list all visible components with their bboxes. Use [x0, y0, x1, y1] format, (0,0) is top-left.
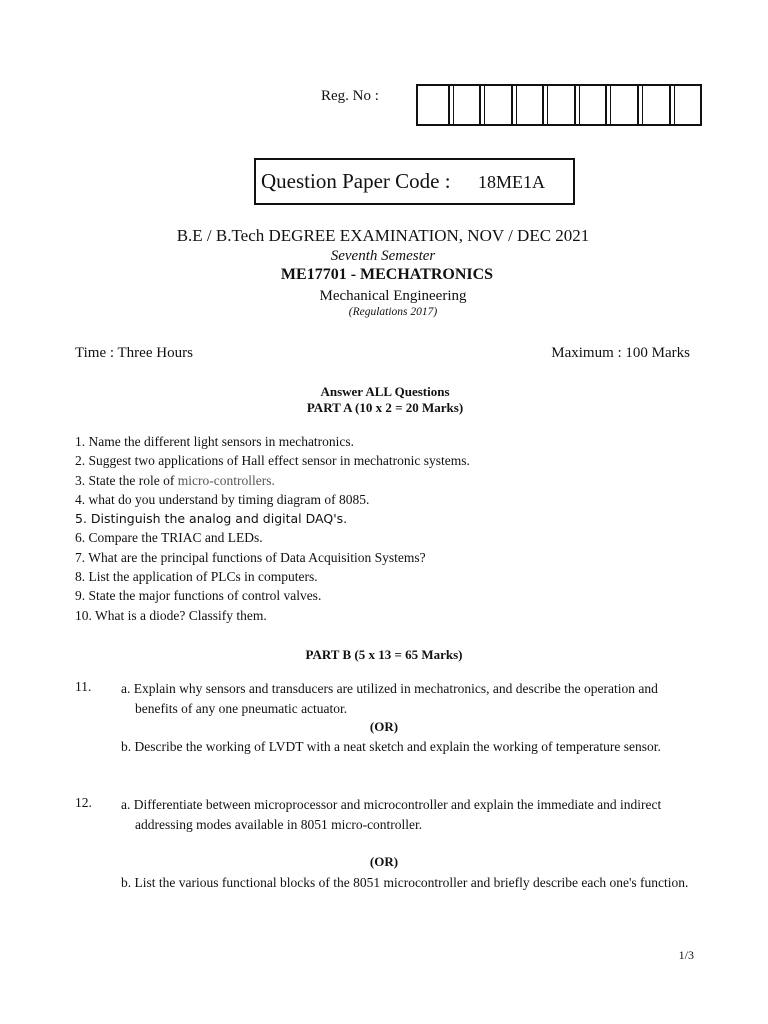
reg-no-box — [544, 86, 576, 124]
reg-no-box — [639, 86, 671, 124]
part-b-title: PART B (5 x 13 = 65 Marks) — [305, 647, 463, 662]
question-item: 3. State the role of micro-controllers. — [75, 472, 275, 488]
department: Mechanical Engineering — [319, 288, 467, 304]
or-separator-12: (OR) — [369, 854, 399, 869]
part-a-title: PART A (10 x 2 = 20 Marks) — [306, 400, 464, 415]
reg-no-box — [450, 86, 482, 124]
page-number: 1/3 — [678, 948, 694, 962]
reg-no-box — [576, 86, 608, 124]
question-12b-text: b. List the various functional blocks of the 8051 microcontroller and briefly describe each one's function. — [121, 875, 689, 890]
reg-no-box — [513, 86, 545, 124]
instructions: Answer ALL Questions — [320, 384, 450, 399]
reg-no-label: Reg. No : — [321, 88, 379, 104]
question-item: 1. Name the different light sensors in mechatronics. — [75, 434, 355, 449]
question-11a — [121, 679, 691, 718]
reg-no-box — [418, 86, 450, 124]
question-paper-code-value: 18ME1A — [478, 172, 545, 192]
question-3-suffix: micro-controllers. — [177, 472, 275, 488]
reg-no-boxes — [416, 84, 702, 126]
question-item: 6. Compare the TRIAC and LEDs. — [75, 530, 263, 546]
question-item: 7. What are the principal functions of Data Acquisition Systems? — [75, 549, 426, 565]
question-item: 10. What is a diode? Classify them. — [75, 607, 267, 623]
reg-no-box — [481, 86, 513, 124]
question-item: 8. List the application of PLCs in computers. — [75, 569, 318, 585]
or-separator-11: (OR) — [369, 719, 399, 734]
exam-title: B.E / B.Tech DEGREE EXAMINATION, NOV / DEC 2021 — [176, 226, 590, 245]
regulations: (Regulations 2017) — [348, 306, 438, 318]
exam-duration: Time : Three Hours — [75, 345, 193, 361]
question-11b-text: b. Describe the working of LVDT with a neat sketch and explain the working of temperature sensor. — [121, 739, 661, 754]
question-item: 2. Suggest two applications of Hall effect sensor in mechatronic systems. — [75, 453, 470, 469]
question-11a-text: a. Explain why sensors and transducers are utilized in mechatronics, and describe the operation and benefits of any one pneumatic actuator. — [121, 681, 658, 716]
question-item: 9. State the major functions of control valves. — [75, 588, 322, 604]
semester: Seventh Semester — [330, 248, 436, 264]
maximum-marks: Maximum : 100 Marks — [551, 345, 690, 361]
question-12a — [121, 795, 696, 834]
question-12b — [121, 873, 691, 893]
question-item: 4. what do you understand by timing diagram of 8085. — [75, 491, 370, 507]
question-item: 5. Distinguish the analog and digital DAQ's. — [75, 511, 348, 527]
part-a-questions — [75, 432, 470, 625]
reg-no-box — [607, 86, 639, 124]
question-11-number: 11. — [75, 679, 92, 694]
subject-title: ME17701 - MECHATRONICS — [280, 266, 494, 283]
question-12-number: 12. — [75, 795, 92, 810]
question-12a-text: a. Differentiate between microprocessor and microcontroller and explain the immediate and indirect addressing modes available in 8051 micro-controller. — [121, 797, 662, 832]
question-paper-code-label: Question Paper Code : — [261, 169, 451, 193]
question-11b — [121, 737, 681, 757]
reg-no-box — [671, 86, 703, 124]
